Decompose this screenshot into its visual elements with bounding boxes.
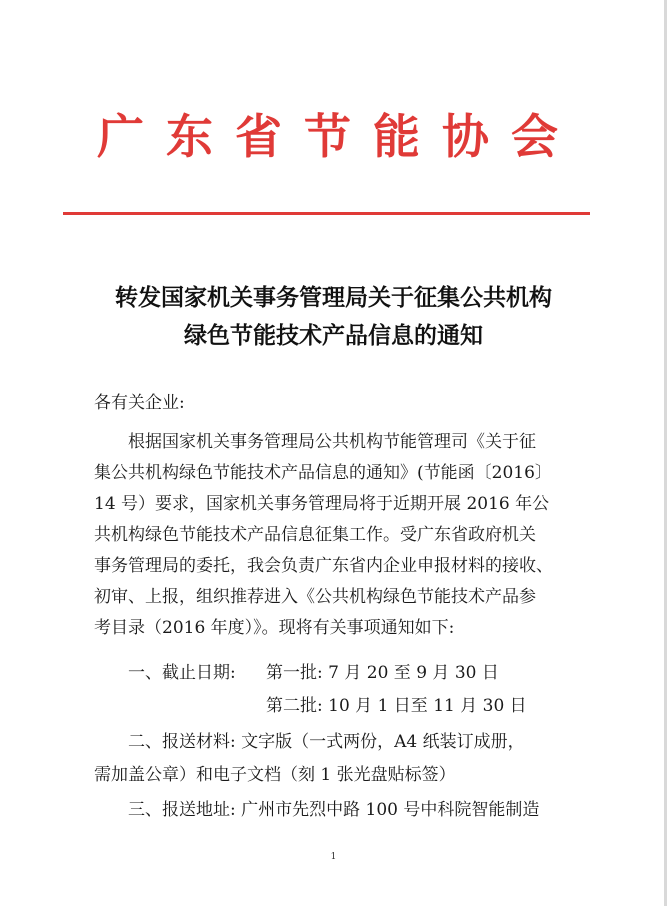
document-title-line-2: 绿色节能技术产品信息的通知 bbox=[184, 323, 483, 349]
letterhead-divider bbox=[63, 212, 590, 215]
organization-letterhead: 广东省节能协会 bbox=[97, 110, 580, 165]
body-line: 集公共机构绿色节能技术产品信息的通知》(节能函〔2016〕 bbox=[94, 463, 552, 483]
document-title bbox=[0, 279, 667, 355]
address-line-1: 三、报送地址: 广州市先烈中路 100 号中科院智能制造 bbox=[128, 800, 540, 820]
page-number: 1 bbox=[330, 852, 337, 862]
body-line: 初审、上报，组织推荐进入《公共机构绿色节能技术产品参 bbox=[94, 587, 536, 607]
materials-line-1: 二、报送材料: 文字版（一式两份，A4 纸装订成册， bbox=[128, 732, 525, 752]
salutation: 各有关企业: bbox=[94, 393, 185, 413]
deadline-batch-1: 第一批: 7 月 20 至 9 月 30 日 bbox=[266, 663, 499, 683]
deadline-batch-2: 第二批: 10 月 1 日至 11 月 30 日 bbox=[266, 696, 527, 716]
body-line: 考目录（2016 年度）》。现将有关事项通知如下: bbox=[94, 618, 455, 638]
document-title-line-1: 转发国家机关事务管理局关于征集公共机构 bbox=[115, 285, 552, 311]
materials-line-2: 需加盖公章）和电子文档（刻 1 张光盘贴标签） bbox=[94, 765, 456, 785]
body-paragraph bbox=[94, 427, 574, 644]
deadline-item bbox=[128, 658, 236, 689]
body-line: 事务管理局的委托，我会负责广东省内企业申报材料的接收、 bbox=[94, 556, 553, 576]
body-line: 14 号）要求，国家机关事务管理局将于近期开展 2016 年公 bbox=[94, 494, 550, 514]
body-line: 共机构绿色节能技术产品信息征集工作。受广东省政府机关 bbox=[94, 525, 536, 545]
body-line: 根据国家机关事务管理局公共机构节能管理司《关于征 bbox=[128, 432, 536, 452]
deadline-label: 一、截止日期: bbox=[128, 663, 236, 683]
